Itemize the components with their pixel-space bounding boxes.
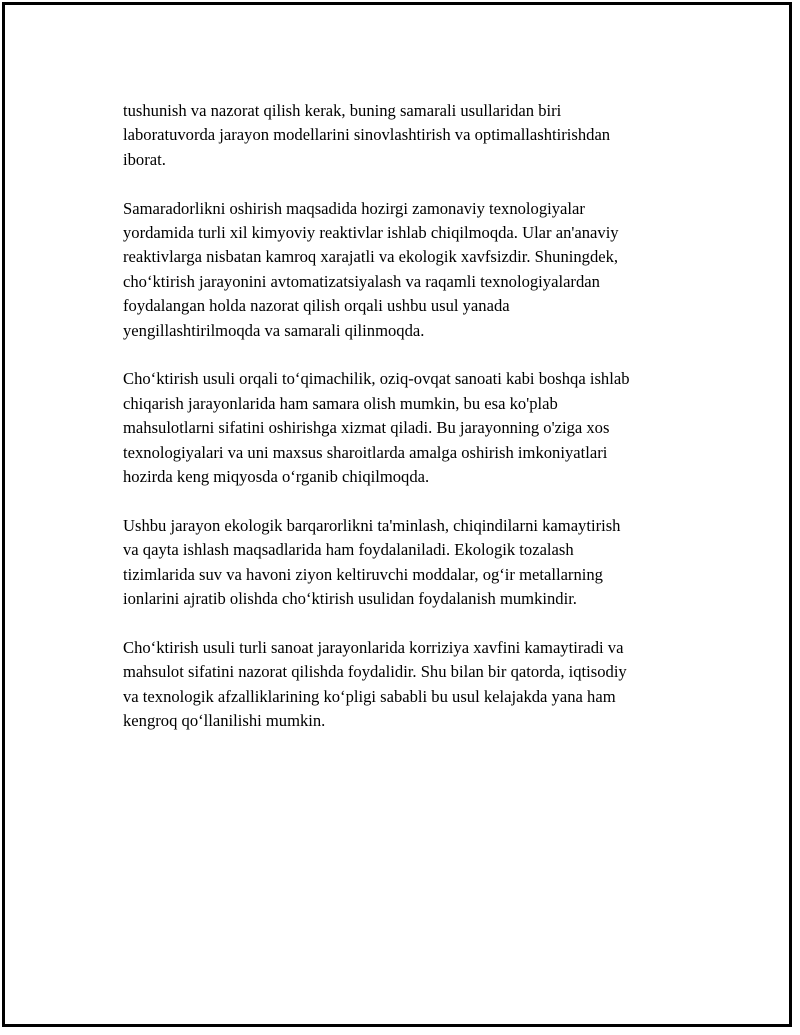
text-line: Cho‘ktirish usuli turli sanoat jarayonlarida korriziya xavfini kamaytiradi va	[123, 637, 624, 657]
text-line: kengroq qo‘llanilishi mumkin.	[123, 711, 326, 731]
text-line: tushunish va nazorat qilish kerak, buning samarali usullaridan biri	[123, 101, 562, 120]
text-line: yengillashtirilmoqda va samarali qilinmoqda.	[123, 320, 425, 340]
text-line: foydalangan holda nazorat qilish orqali ushbu usul yanada	[123, 296, 510, 316]
paragraph-3	[123, 367, 693, 489]
text-line: mahsulotlarni sifatini oshirishga xizmat qiladi. Bu jarayonning o'ziga xos	[123, 418, 610, 438]
text-line: laboratuvorda jarayon modellarini sinovlashtirish va optimallashtirishdan	[123, 125, 611, 145]
text-line: ionlarini ajratib olishda cho‘ktirish usulidan foydalanish mumkindir.	[123, 589, 577, 609]
text-line: yordamida turli xil kimyoviy reaktivlar ishlab chiqilmoqda. Ular an'anaviy	[123, 223, 619, 243]
page-frame	[2, 2, 792, 1027]
page-content	[123, 99, 693, 758]
text-line: cho‘ktirish jarayonini avtomatizatsiyalash va raqamli texnologiyalardan	[123, 271, 600, 291]
text-line: Cho‘ktirish usuli orqali to‘qimachilik, oziq-ovqat sanoati kabi boshqa ishlab	[123, 369, 630, 389]
paragraph-4	[123, 514, 693, 612]
paragraph-1	[123, 99, 693, 172]
text-line: Ushbu jarayon ekologik barqarorlikni ta'minlash, chiqindilarni kamaytirish	[123, 515, 621, 535]
text-line: va qayta ishlash maqsadlarida ham foydalaniladi. Ekologik tozalash	[123, 540, 574, 560]
text-line: reaktivlarga nisbatan kamroq xarajatli va ekologik xavfsizdir. Shuningdek,	[123, 247, 619, 267]
text-line: iborat.	[123, 149, 166, 169]
paragraph-2	[123, 197, 693, 343]
text-line: tizimlarida suv va havoni ziyon keltiruvchi moddalar, og‘ir metallarning	[123, 564, 603, 584]
text-line: chiqarish jarayonlarida ham samara olish mumkin, bu esa ko'plab	[123, 393, 558, 413]
text-line: va texnologik afzalliklarining ko‘pligi sababli bu usul kelajakda yana ham	[123, 686, 616, 706]
text-line: Samaradorlikni oshirish maqsadida hozirgi zamonaviy texnologiyalar	[123, 198, 585, 218]
text-line: texnologiyalari va uni maxsus sharoitlarda amalga oshirish imkoniyatlari	[123, 442, 608, 462]
paragraph-5	[123, 636, 693, 734]
text-line: hozirda keng miqyosda o‘rganib chiqilmoqda.	[123, 467, 430, 487]
text-line: mahsulot sifatini nazorat qilishda foydalidir. Shu bilan bir qatorda, iqtisodiy	[123, 662, 627, 682]
